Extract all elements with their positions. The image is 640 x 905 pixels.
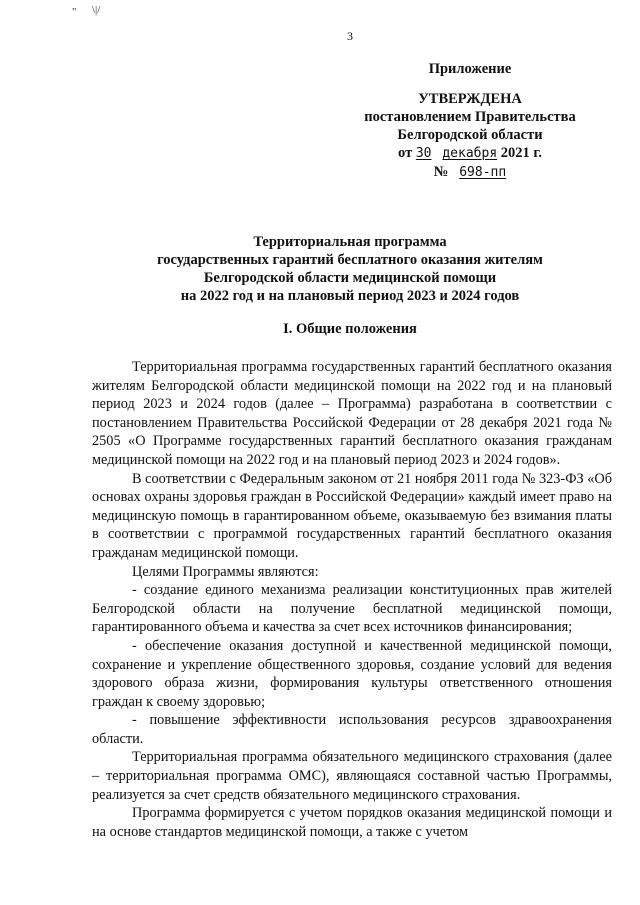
scan-mark: \|/	[92, 4, 101, 16]
title-line: на 2022 год и на плановый период 2023 и 2024 годов	[180, 288, 520, 304]
approval-block	[340, 60, 600, 182]
approved-label: УТВЕРЖДЕНА	[418, 91, 522, 107]
paragraph: В соответствии с Федеральным законом от 21 ноября 2011 года № 323-ФЗ «Об основах охраны здоровья граждан в Российской Федерации» каждый имеет право на медицинскую помощь в гарантированном объеме, оказываемую без взимания платы в соответствии с программой государственных гарантий бесплатного оказания гражданам медицинской помощи.	[92, 470, 612, 561]
paragraph: Программа формируется с учетом порядков оказания медицинской помощи и на основе стандартов медицинской помощи, а также с учетом	[92, 805, 612, 840]
list-item: - повышение эффективности использования ресурсов здравоохранения области.	[92, 712, 612, 747]
scan-mark: "	[72, 6, 77, 18]
approved-by-line: постановлением Правительства	[364, 109, 576, 125]
paragraph: Целями Программы являются:	[132, 563, 319, 580]
page-number: 3	[347, 29, 353, 43]
number-value: 698-пп	[459, 165, 507, 180]
date-day: 30	[415, 146, 432, 161]
body-text	[92, 358, 612, 841]
title-line: Белгородской области медицинской помощи	[203, 270, 497, 286]
section-heading: I. Общие положения	[283, 321, 417, 337]
paragraph: Территориальная программа обязательного медицинского страхования (далее – территориальная программа ОМС), являющаяся составной частью Программы, реализуется за счет средств обязательного медицинского страхования.	[92, 749, 612, 803]
appendix-label: Приложение	[428, 61, 512, 77]
title-line: государственных гарантий бесплатного оказания жителям	[157, 252, 543, 268]
list-item: - обеспечение оказания доступной и качественной медицинской помощи, сохранение и укрепление общественного здоровья, создание условий для ведения здорового образа жизни, формирования культуры ответственного отношения граждан к своему здоровью;	[92, 637, 612, 710]
date-month: декабря	[442, 146, 498, 161]
document-title	[100, 233, 600, 305]
number-prefix: №	[433, 164, 449, 180]
list-item: - создание единого механизма реализации конституционных прав жителей Белгородской области на получение бесплатной медицинской помощи, гарантированного объема и качества за счет всех источников финансирования;	[92, 582, 612, 636]
title-line: Территориальная программа	[253, 234, 447, 250]
paragraph: Территориальная программа государственных гарантий бесплатного оказания жителям Белгородской области медицинской помощи на 2022 год и на плановый период 2023 и 2024 годов (далее – Программа) разработана в соответствии с постановлением Правительства Российской Федерации от 28 декабря 2021 года № 2505 «О Программе государственных гарантий бесплатного оказания гражданам медицинской помощи на 2022 год и на плановый период 2023 и 2024 годов».	[92, 359, 612, 468]
date-year: 2021 г.	[500, 145, 542, 161]
approval-number	[340, 163, 600, 182]
approval-date	[340, 144, 600, 163]
date-prefix: от	[398, 145, 413, 161]
approved-by-region: Белгородской области	[397, 127, 543, 143]
